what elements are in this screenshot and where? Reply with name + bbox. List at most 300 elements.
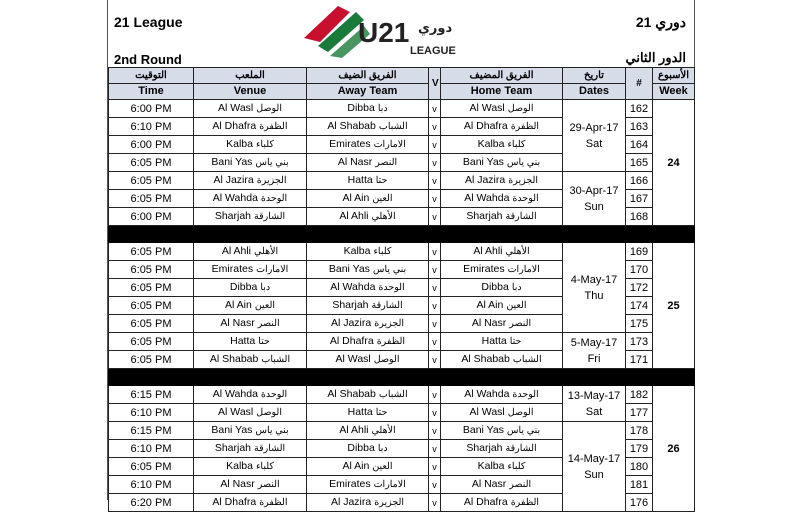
away-team-ar: بني ياس [372, 264, 407, 275]
match-venue [194, 351, 307, 369]
versus-mark: v [429, 261, 441, 279]
home-team-ar: الوحدة [512, 193, 539, 204]
match-number: 179 [626, 440, 653, 458]
versus-mark: v [429, 118, 441, 136]
home-team [441, 261, 563, 279]
home-team-ar: الشارقة [505, 211, 537, 222]
away-team [307, 261, 429, 279]
match-venue [194, 243, 307, 261]
away-team [307, 208, 429, 226]
home-team [441, 422, 563, 440]
match-time: 6:05 PM [109, 261, 194, 279]
home-team-en: Bani Yas [462, 424, 504, 436]
logo-arabic-text: دوري [418, 21, 453, 36]
away-team-en: Al Dhafra [329, 335, 374, 347]
match-time: 6:00 PM [109, 136, 194, 154]
home-team-en: Kalba [477, 138, 505, 150]
versus-mark: v [429, 297, 441, 315]
away-team [307, 404, 429, 422]
col-dates-ar: تاريخ [563, 68, 626, 84]
home-team-ar: الشارقة [505, 443, 537, 454]
match-number: 172 [626, 279, 653, 297]
versus-mark: v [429, 279, 441, 297]
header-row-ar [109, 68, 695, 84]
home-team [441, 440, 563, 458]
separator-cell [429, 226, 441, 243]
venue-name-ar: دبا [260, 282, 271, 293]
match-time: 6:10 PM [109, 476, 194, 494]
match-number: 182 [626, 386, 653, 404]
venue-name-ar: الظفرة [259, 121, 288, 132]
match-number: 178 [626, 422, 653, 440]
venue-name-en: Sharjah [214, 210, 252, 222]
venue-name-ar: الوصل [256, 407, 282, 418]
match-time: 6:05 PM [109, 333, 194, 351]
match-number: 177 [626, 404, 653, 422]
away-team-ar: الظفرة [376, 336, 406, 347]
home-team-ar: النصر [509, 479, 532, 490]
match-venue [194, 440, 307, 458]
away-team [307, 154, 429, 172]
away-team-en: Al Jazira [330, 317, 372, 329]
col-week-en: Week [653, 84, 695, 100]
home-team-en: Al Wasl [469, 102, 505, 114]
week-number: 25 [653, 243, 695, 369]
match-time: 6:00 PM [109, 100, 194, 118]
separator-cell [109, 226, 194, 243]
away-team-en: Dibba [347, 442, 375, 454]
u21-league-logo [298, 2, 488, 58]
week-separator [109, 226, 695, 243]
home-team-ar: بني ياس [506, 157, 541, 168]
col-venue-ar: الملعب [194, 68, 307, 84]
home-team-ar: الوصل [507, 103, 534, 114]
home-team-en: Al Wasl [469, 406, 505, 418]
round-title-en: 2nd Round [114, 52, 182, 67]
away-team-ar: الشارقة [371, 300, 403, 311]
away-team [307, 172, 429, 190]
away-team-en: Al Jazira [330, 496, 372, 508]
logo-u21-text: U21 [358, 17, 410, 48]
match-time: 6:15 PM [109, 386, 194, 404]
league-title-en: 21 League [114, 14, 183, 30]
match-venue [194, 333, 307, 351]
fixture-row [109, 333, 695, 351]
col-week-ar: الأسبوع [653, 68, 695, 84]
away-team-ar: حتا [375, 175, 388, 186]
home-team [441, 404, 563, 422]
match-venue [194, 494, 307, 512]
home-team-ar: الظفرة [510, 497, 540, 508]
venue-name-en: Kalba [226, 138, 253, 150]
versus-mark: v [429, 494, 441, 512]
venue-name-ar: الوصل [256, 103, 282, 114]
versus-mark: v [429, 351, 441, 369]
versus-mark: v [429, 172, 441, 190]
match-venue [194, 208, 307, 226]
home-team-en: Emirates [463, 263, 505, 275]
separator-cell [429, 369, 441, 386]
day-value: Sat [585, 137, 603, 150]
match-venue [194, 136, 307, 154]
day-value: Sun [584, 200, 604, 213]
match-number: 176 [626, 494, 653, 512]
away-team [307, 476, 429, 494]
away-team-en: Dibba [347, 102, 375, 114]
fixture-row [109, 243, 695, 261]
away-team-en: Kalba [343, 245, 371, 257]
home-team [441, 190, 563, 208]
versus-mark: v [429, 190, 441, 208]
away-team-ar: الجزيرة [374, 497, 405, 508]
match-number: 165 [626, 154, 653, 172]
versus-mark: v [429, 458, 441, 476]
match-venue [194, 476, 307, 494]
separator-cell [653, 369, 695, 386]
away-team-ar: الأهلي [371, 425, 396, 436]
match-number: 173 [626, 333, 653, 351]
away-team-en: Emirates [329, 478, 371, 490]
day-value: Thu [584, 289, 604, 302]
away-team-en: Al Shabab [327, 120, 376, 132]
venue-name-en: Al Jazira [213, 174, 254, 186]
fixture-row [109, 172, 695, 190]
separator-cell [563, 226, 626, 243]
col-time-ar: التوقيت [109, 68, 194, 84]
home-team [441, 279, 563, 297]
away-team-ar: العين [372, 461, 393, 472]
away-team-en: Al Nasr [337, 156, 373, 168]
versus-mark: v [429, 136, 441, 154]
home-team-en: Al Wahda [464, 388, 510, 400]
home-team [441, 118, 563, 136]
home-team-ar: حتا [509, 336, 522, 347]
match-venue [194, 118, 307, 136]
match-venue [194, 297, 307, 315]
match-time: 6:05 PM [109, 315, 194, 333]
date-value: 29-Apr-17 [569, 121, 619, 134]
venue-name-en: Al Wahda [212, 388, 258, 400]
away-team-ar: الوصل [373, 354, 400, 365]
venue-name-en: Al Ain [224, 299, 252, 311]
col-v: V [429, 68, 441, 100]
away-team-en: Al Ain [342, 192, 370, 204]
match-number: 169 [626, 243, 653, 261]
home-team-en: Al Dhafra [463, 120, 508, 132]
versus-mark: v [429, 440, 441, 458]
away-team-ar: الامارات [373, 479, 406, 490]
home-team-en: Hatta [481, 335, 507, 347]
home-team-ar: الامارات [507, 264, 540, 275]
match-date [563, 172, 626, 226]
home-team-ar: العين [506, 300, 527, 311]
match-time: 6:15 PM [109, 422, 194, 440]
away-team-ar: دبا [377, 443, 388, 454]
separator-cell [109, 369, 194, 386]
match-venue [194, 261, 307, 279]
match-time: 6:10 PM [109, 118, 194, 136]
venue-name-ar: الأهلي [254, 246, 279, 257]
separator-cell [441, 226, 563, 243]
home-team [441, 136, 563, 154]
away-team-en: Al Ahli [339, 424, 369, 436]
match-time: 6:05 PM [109, 279, 194, 297]
away-team [307, 440, 429, 458]
match-venue [194, 100, 307, 118]
match-venue [194, 172, 307, 190]
home-team [441, 172, 563, 190]
venue-name-en: Al Wahda [212, 192, 258, 204]
fixture-row [109, 422, 695, 440]
away-team-ar: الأهلي [371, 211, 396, 222]
match-time: 6:10 PM [109, 404, 194, 422]
match-date [563, 333, 626, 369]
venue-name-ar: النصر [257, 479, 280, 490]
versus-mark: v [429, 333, 441, 351]
versus-mark: v [429, 243, 441, 261]
separator-cell [441, 369, 563, 386]
away-team-en: Emirates [329, 138, 371, 150]
venue-name-ar: بني ياس [255, 425, 289, 436]
home-team-en: Dibba [481, 281, 509, 293]
away-team [307, 118, 429, 136]
schedule-sheet [107, 0, 695, 509]
away-team-ar: كلباء [373, 246, 392, 257]
away-team [307, 315, 429, 333]
col-venue-en: Venue [194, 84, 307, 100]
away-team-en: Bani Yas [328, 263, 370, 275]
venue-name-en: Bani Yas [211, 424, 253, 436]
versus-mark: v [429, 476, 441, 494]
separator-cell [626, 369, 653, 386]
versus-mark: v [429, 100, 441, 118]
match-time: 6:20 PM [109, 494, 194, 512]
venue-name-ar: الشارقة [254, 211, 286, 222]
match-time: 6:05 PM [109, 297, 194, 315]
week-number: 24 [653, 100, 695, 226]
match-number: 162 [626, 100, 653, 118]
fixtures-table [108, 67, 695, 512]
venue-name-en: Emirates [211, 263, 254, 275]
away-team [307, 190, 429, 208]
date-value: 5-May-17 [570, 336, 618, 349]
venue-name-en: Al Ahli [221, 245, 252, 257]
date-value: 13-May-17 [567, 389, 621, 402]
date-value: 30-Apr-17 [569, 184, 619, 197]
away-team-ar: النصر [375, 157, 398, 168]
match-number: 167 [626, 190, 653, 208]
match-venue [194, 422, 307, 440]
home-team-ar: دبا [511, 282, 522, 293]
match-date [563, 100, 626, 172]
home-team-en: Al Wahda [464, 192, 510, 204]
match-number: 180 [626, 458, 653, 476]
home-team-ar: النصر [509, 318, 532, 329]
home-team-ar: الظفرة [510, 121, 540, 132]
away-team [307, 279, 429, 297]
match-time: 6:05 PM [109, 190, 194, 208]
away-team-en: Al Ahli [339, 210, 369, 222]
col-dates-en: Dates [563, 84, 626, 100]
away-team-ar: العين [372, 193, 393, 204]
home-team-en: Al Jazira [464, 174, 506, 186]
separator-cell [194, 226, 307, 243]
match-number: 171 [626, 351, 653, 369]
venue-name-ar: الشباب [261, 354, 291, 365]
versus-mark: v [429, 386, 441, 404]
week-number: 26 [653, 386, 695, 512]
venue-name-ar: كلباء [255, 461, 274, 472]
col-away-ar: الفريق الضيف [307, 68, 429, 84]
away-team-ar: الجزيرة [374, 318, 405, 329]
away-team-en: Al Wahda [330, 281, 376, 293]
venue-name-ar: الجزيرة [256, 175, 287, 186]
venue-name-ar: الوحدة [260, 389, 288, 400]
home-team-en: Al Nasr [471, 478, 507, 490]
home-team-en: Bani Yas [462, 156, 504, 168]
day-value: Sat [585, 405, 603, 418]
venue-name-ar: الوحدة [260, 193, 288, 204]
away-team [307, 297, 429, 315]
venue-name-ar: كلباء [255, 139, 274, 150]
match-time: 6:00 PM [109, 208, 194, 226]
away-team [307, 422, 429, 440]
day-value: Sun [584, 468, 604, 481]
home-team-en: Sharjah [466, 210, 503, 222]
match-venue [194, 315, 307, 333]
away-team-en: Al Wasl [335, 353, 371, 365]
venue-name-ar: الشارقة [254, 443, 286, 454]
date-value: 4-May-17 [570, 273, 618, 286]
venue-name-ar: النصر [257, 318, 280, 329]
match-time: 6:05 PM [109, 154, 194, 172]
match-date [563, 243, 626, 333]
home-team [441, 333, 563, 351]
col-away-en: Away Team [307, 84, 429, 100]
league-title-ar: دوري 21 [635, 14, 686, 30]
away-team-ar: الامارات [373, 139, 406, 150]
match-date [563, 422, 626, 512]
away-team-ar: الشباب [378, 121, 408, 132]
venue-name-en: Al Shabab [209, 353, 259, 365]
home-team [441, 100, 563, 118]
home-team [441, 476, 563, 494]
date-value: 14-May-17 [567, 452, 621, 465]
home-team-ar: الشباب [512, 354, 542, 365]
away-team [307, 458, 429, 476]
away-team-en: Sharjah [332, 299, 369, 311]
away-team-en: Al Ain [342, 460, 370, 472]
versus-mark: v [429, 154, 441, 172]
home-team [441, 297, 563, 315]
separator-cell [626, 226, 653, 243]
header-row-en [109, 84, 695, 100]
venue-name-ar: الامارات [256, 264, 289, 275]
home-team [441, 154, 563, 172]
venue-name-en: Al Wasl [218, 406, 254, 418]
away-team-en: Hatta [347, 406, 373, 418]
versus-mark: v [429, 208, 441, 226]
separator-cell [563, 369, 626, 386]
match-number: 170 [626, 261, 653, 279]
venue-name-en: Sharjah [214, 442, 252, 454]
separator-cell [194, 369, 307, 386]
venue-name-ar: الظفرة [259, 497, 288, 508]
match-number: 168 [626, 208, 653, 226]
col-home-ar: الفريق المضيف [441, 68, 563, 84]
away-team [307, 351, 429, 369]
match-number: 174 [626, 297, 653, 315]
home-team-ar: كلباء [507, 461, 526, 472]
venue-name-en: Hatta [230, 335, 256, 347]
home-team-en: Al Shabab [461, 353, 510, 365]
away-team [307, 243, 429, 261]
col-home-en: Home Team [441, 84, 563, 100]
home-team-en: Al Nasr [471, 317, 507, 329]
separator-cell [307, 226, 429, 243]
home-team [441, 243, 563, 261]
away-team [307, 386, 429, 404]
away-team-ar: الوحدة [378, 282, 405, 293]
away-team-en: Al Shabab [327, 388, 376, 400]
match-number: 175 [626, 315, 653, 333]
home-team [441, 208, 563, 226]
venue-name-en: Al Wasl [218, 102, 254, 114]
home-team-en: Kalba [477, 460, 505, 472]
home-team-en: Sharjah [466, 442, 503, 454]
match-venue [194, 404, 307, 422]
home-team-en: Al Dhafra [463, 496, 508, 508]
match-number: 181 [626, 476, 653, 494]
home-team-ar: الوحدة [512, 389, 539, 400]
match-venue [194, 190, 307, 208]
match-venue [194, 458, 307, 476]
home-team-ar: بني ياس [506, 425, 541, 436]
match-time: 6:05 PM [109, 172, 194, 190]
match-time: 6:05 PM [109, 351, 194, 369]
versus-mark: v [429, 315, 441, 333]
home-team-ar: الأهلي [505, 246, 530, 257]
col-time-en: Time [109, 84, 194, 100]
home-team [441, 315, 563, 333]
away-team-ar: حتا [375, 407, 388, 418]
fixture-row [109, 100, 695, 118]
round-title-ar: الدور الثاني [625, 50, 686, 65]
separator-cell [653, 226, 695, 243]
home-team [441, 458, 563, 476]
match-venue [194, 279, 307, 297]
venue-name-ar: العين [254, 300, 276, 311]
venue-name-en: Dibba [229, 281, 258, 293]
venue-name-en: Bani Yas [211, 156, 253, 168]
away-team [307, 100, 429, 118]
venue-name-en: Al Nasr [220, 478, 255, 490]
match-venue [194, 386, 307, 404]
venue-name-en: Al Dhafra [212, 496, 257, 508]
home-team-en: Al Ahli [473, 245, 503, 257]
home-team-ar: الوصل [507, 407, 534, 418]
match-number: 166 [626, 172, 653, 190]
away-team-ar: دبا [377, 103, 388, 114]
match-number: 164 [626, 136, 653, 154]
venue-name-en: Kalba [226, 460, 253, 472]
versus-mark: v [429, 404, 441, 422]
match-time: 6:10 PM [109, 440, 194, 458]
home-team-ar: كلباء [507, 139, 526, 150]
match-number: 163 [626, 118, 653, 136]
away-team [307, 494, 429, 512]
home-team [441, 351, 563, 369]
